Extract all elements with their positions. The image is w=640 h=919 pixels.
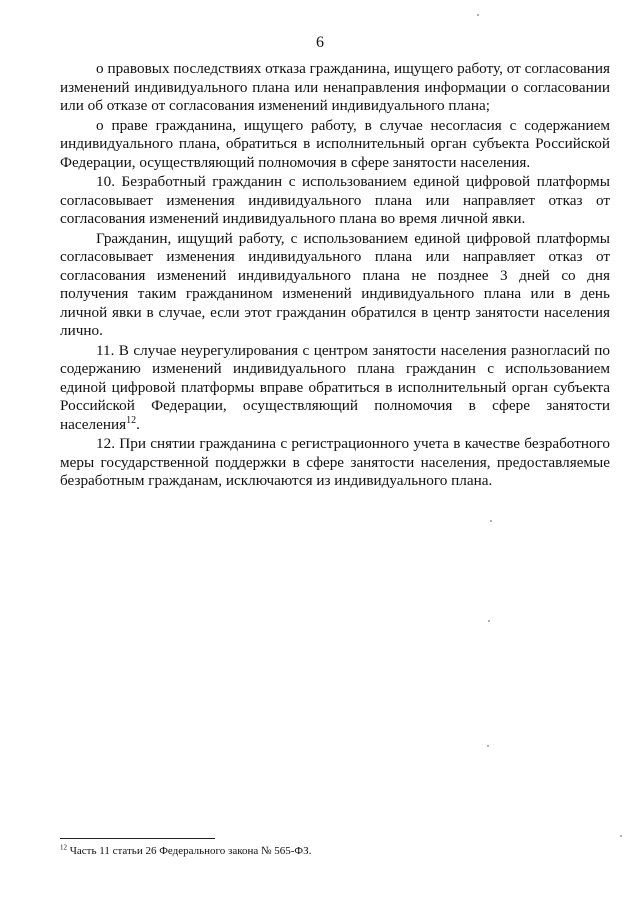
footnote-marker: 12 bbox=[60, 843, 67, 852]
footnote-separator bbox=[60, 838, 215, 839]
paragraph-11: 11. В случае неурегулирования с центром занятости населения разногласий по содержанию изменений индивидуального плана гражданин с использованием единой цифровой платформы вправе обратиться в исполнительный орган субъекта Российской Федерации, осуществляющий полномочия в сфере занятости населения$^{12}$. bbox=[60, 341, 610, 433]
paragraph-12: 12. При снятии гражданина с регистрационного учета в качестве безработного меры государственной поддержки в сфере занятости населения, предоставляемые безработным гражданам, исключаются из индивидуального плана. bbox=[60, 435, 610, 489]
scan-speck bbox=[488, 620, 490, 622]
scan-speck bbox=[487, 745, 489, 747]
paragraph-jobseeker-agreement: Гражданин, ищущий работу, с использованием единой цифровой платформы согласовывает изменения индивидуального плана или направляет отказ от согласования изменений индивидуального плана не позднее 3 дней со дня получения таким гражданином изменений индивидуального плана или в день личной явки в случае, если этот гражданин обратился в центр занятости населения лично. bbox=[60, 229, 610, 339]
footnote-reference[interactable]: 12 bbox=[126, 414, 137, 426]
paragraph-right-to-appeal: о праве гражданина, ищущего работу, в случае несогласия с содержанием индивидуального плана, обратиться в исполнительный орган субъекта Российской Федерации, осуществляющий полномочия в сфере занятости населения. bbox=[60, 116, 610, 171]
scan-speck bbox=[477, 14, 479, 16]
footnote bbox=[60, 845, 610, 858]
footnote-text: Часть 11 статьи 26 Федерального закона № 565-ФЗ. bbox=[69, 845, 312, 857]
paragraph-legal-consequences: о правовых последствиях отказа гражданина, ищущего работу, от согласования изменений индивидуального плана или ненаправления информации о согласовании или об отказе от согласования изменений индивидуального плана; bbox=[60, 60, 610, 114]
page-number: 6 bbox=[316, 34, 324, 51]
paragraph-10: 10. Безработный гражданин с использованием единой цифровой платформы согласовывает изменения индивидуального плана или направляет отказ от согласования изменений индивидуального плана во время личной явки. bbox=[60, 173, 610, 227]
document-body bbox=[60, 60, 610, 491]
scan-speck bbox=[490, 520, 492, 522]
scan-speck bbox=[620, 835, 622, 837]
